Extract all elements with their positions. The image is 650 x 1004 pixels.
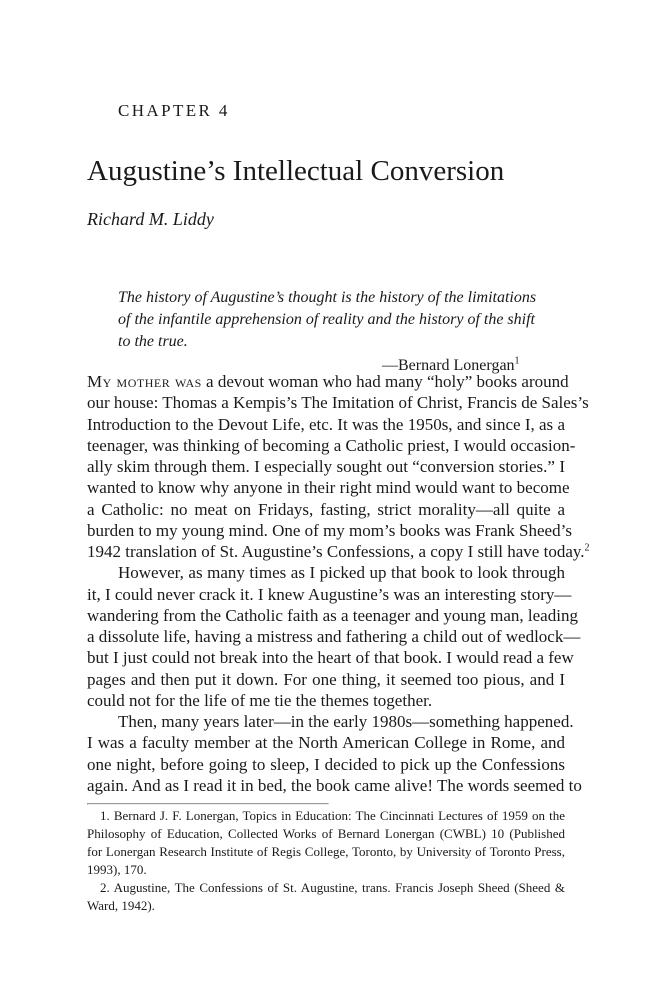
body-line: could not for the life of me tie the themes together.: [87, 690, 433, 710]
body-line: ally skim through them. I especially sought out “conversion stories.” I: [87, 457, 565, 476]
body-line: our house: Thomas a Kempis’s The Imitation of Christ, Francis de Sales’s: [87, 393, 589, 413]
footnote-line: Ward, 1942).: [87, 898, 155, 913]
epigraph-line: The history of Augustine’s thought is the history of the limitations: [118, 289, 537, 306]
epigraph-attribution-text: —Bernard Lonergan: [382, 357, 515, 374]
epigraph: [118, 287, 558, 353]
epigraph-line: of the infantile apprehension of reality and the history of the shift: [118, 311, 535, 328]
footnotes: [87, 807, 565, 915]
body-line: but I just could not break into the heart of that book. I would read a few: [87, 648, 574, 668]
body-line: wanted to know why anyone in their right mind would want to become: [87, 478, 570, 498]
body-line: Introduction to the Devout Life, etc. It was the 1950s, and since I, as a: [87, 414, 565, 434]
body-line-text: 1942 translation of St. Augustine’s Confessions, a copy I still have today.: [87, 542, 585, 561]
body-line-rest: a devout woman who had many “holy” books around: [201, 372, 569, 391]
opening-small-caps: My mother was: [87, 372, 202, 391]
footnote-line: 2. Augustine, The Confessions of St. Augustine, trans. Francis Joseph Sheed (Sheed &: [100, 880, 565, 895]
body-line: However, as many times as I picked up that book to look through: [118, 563, 565, 583]
footnote-divider: [87, 803, 329, 805]
body-line: [87, 541, 590, 562]
body-line: it, I could never crack it. I knew Augustine’s was an interesting story—: [87, 584, 572, 604]
footnote-line: Philosophy of Education, Collected Works of Bernard Lonergan (CWBL) 10 (Published: [87, 826, 565, 841]
footnote-line: 1993), 170.: [87, 862, 147, 877]
body-line: a dissolute life, having a mistress and fathering a child out of wedlock—: [87, 627, 581, 646]
footnote-line: for Lonergan Research Institute of Regis College, Toronto, by University of Toronto Press,: [87, 844, 565, 859]
body-line: again. And as I read it in bed, the book came alive! The words seemed to: [87, 775, 582, 795]
chapter-author: Richard M. Liddy: [87, 209, 214, 229]
footnote-ref-2[interactable]: 2: [584, 542, 590, 554]
epigraph-line: to the true.: [118, 333, 188, 350]
body-line: a Catholic: no meat on Fridays, fasting, strict morality—all quite a: [87, 499, 565, 519]
footnote-ref-1[interactable]: 1: [514, 355, 520, 367]
body-text: [87, 371, 590, 796]
body-line: one night, before going to sleep, I decided to pick up the Confessions: [87, 754, 565, 774]
body-line: burden to my young mind. One of my mom’s books was Frank Sheed’s: [87, 520, 572, 540]
body-line: [87, 371, 569, 392]
body-line: teenager, was thinking of becoming a Catholic priest, I would occasion-: [87, 435, 576, 455]
body-line: pages and then put it down. For one thing, it seemed too pious, and I: [87, 669, 565, 689]
body-line: I was a faculty member at the North American College in Rome, and: [87, 733, 565, 753]
body-line: Then, many years later—in the early 1980s—something happened.: [118, 712, 574, 731]
footnote-line: 1. Bernard J. F. Lonergan, Topics in Education: The Cincinnati Lectures of 1959 on the: [100, 808, 565, 823]
chapter-title: Augustine’s Intellectual Conversion: [87, 155, 505, 187]
chapter-label: CHAPTER 4: [118, 101, 230, 120]
body-line: wandering from the Catholic faith as a teenager and young man, leading: [87, 605, 578, 625]
